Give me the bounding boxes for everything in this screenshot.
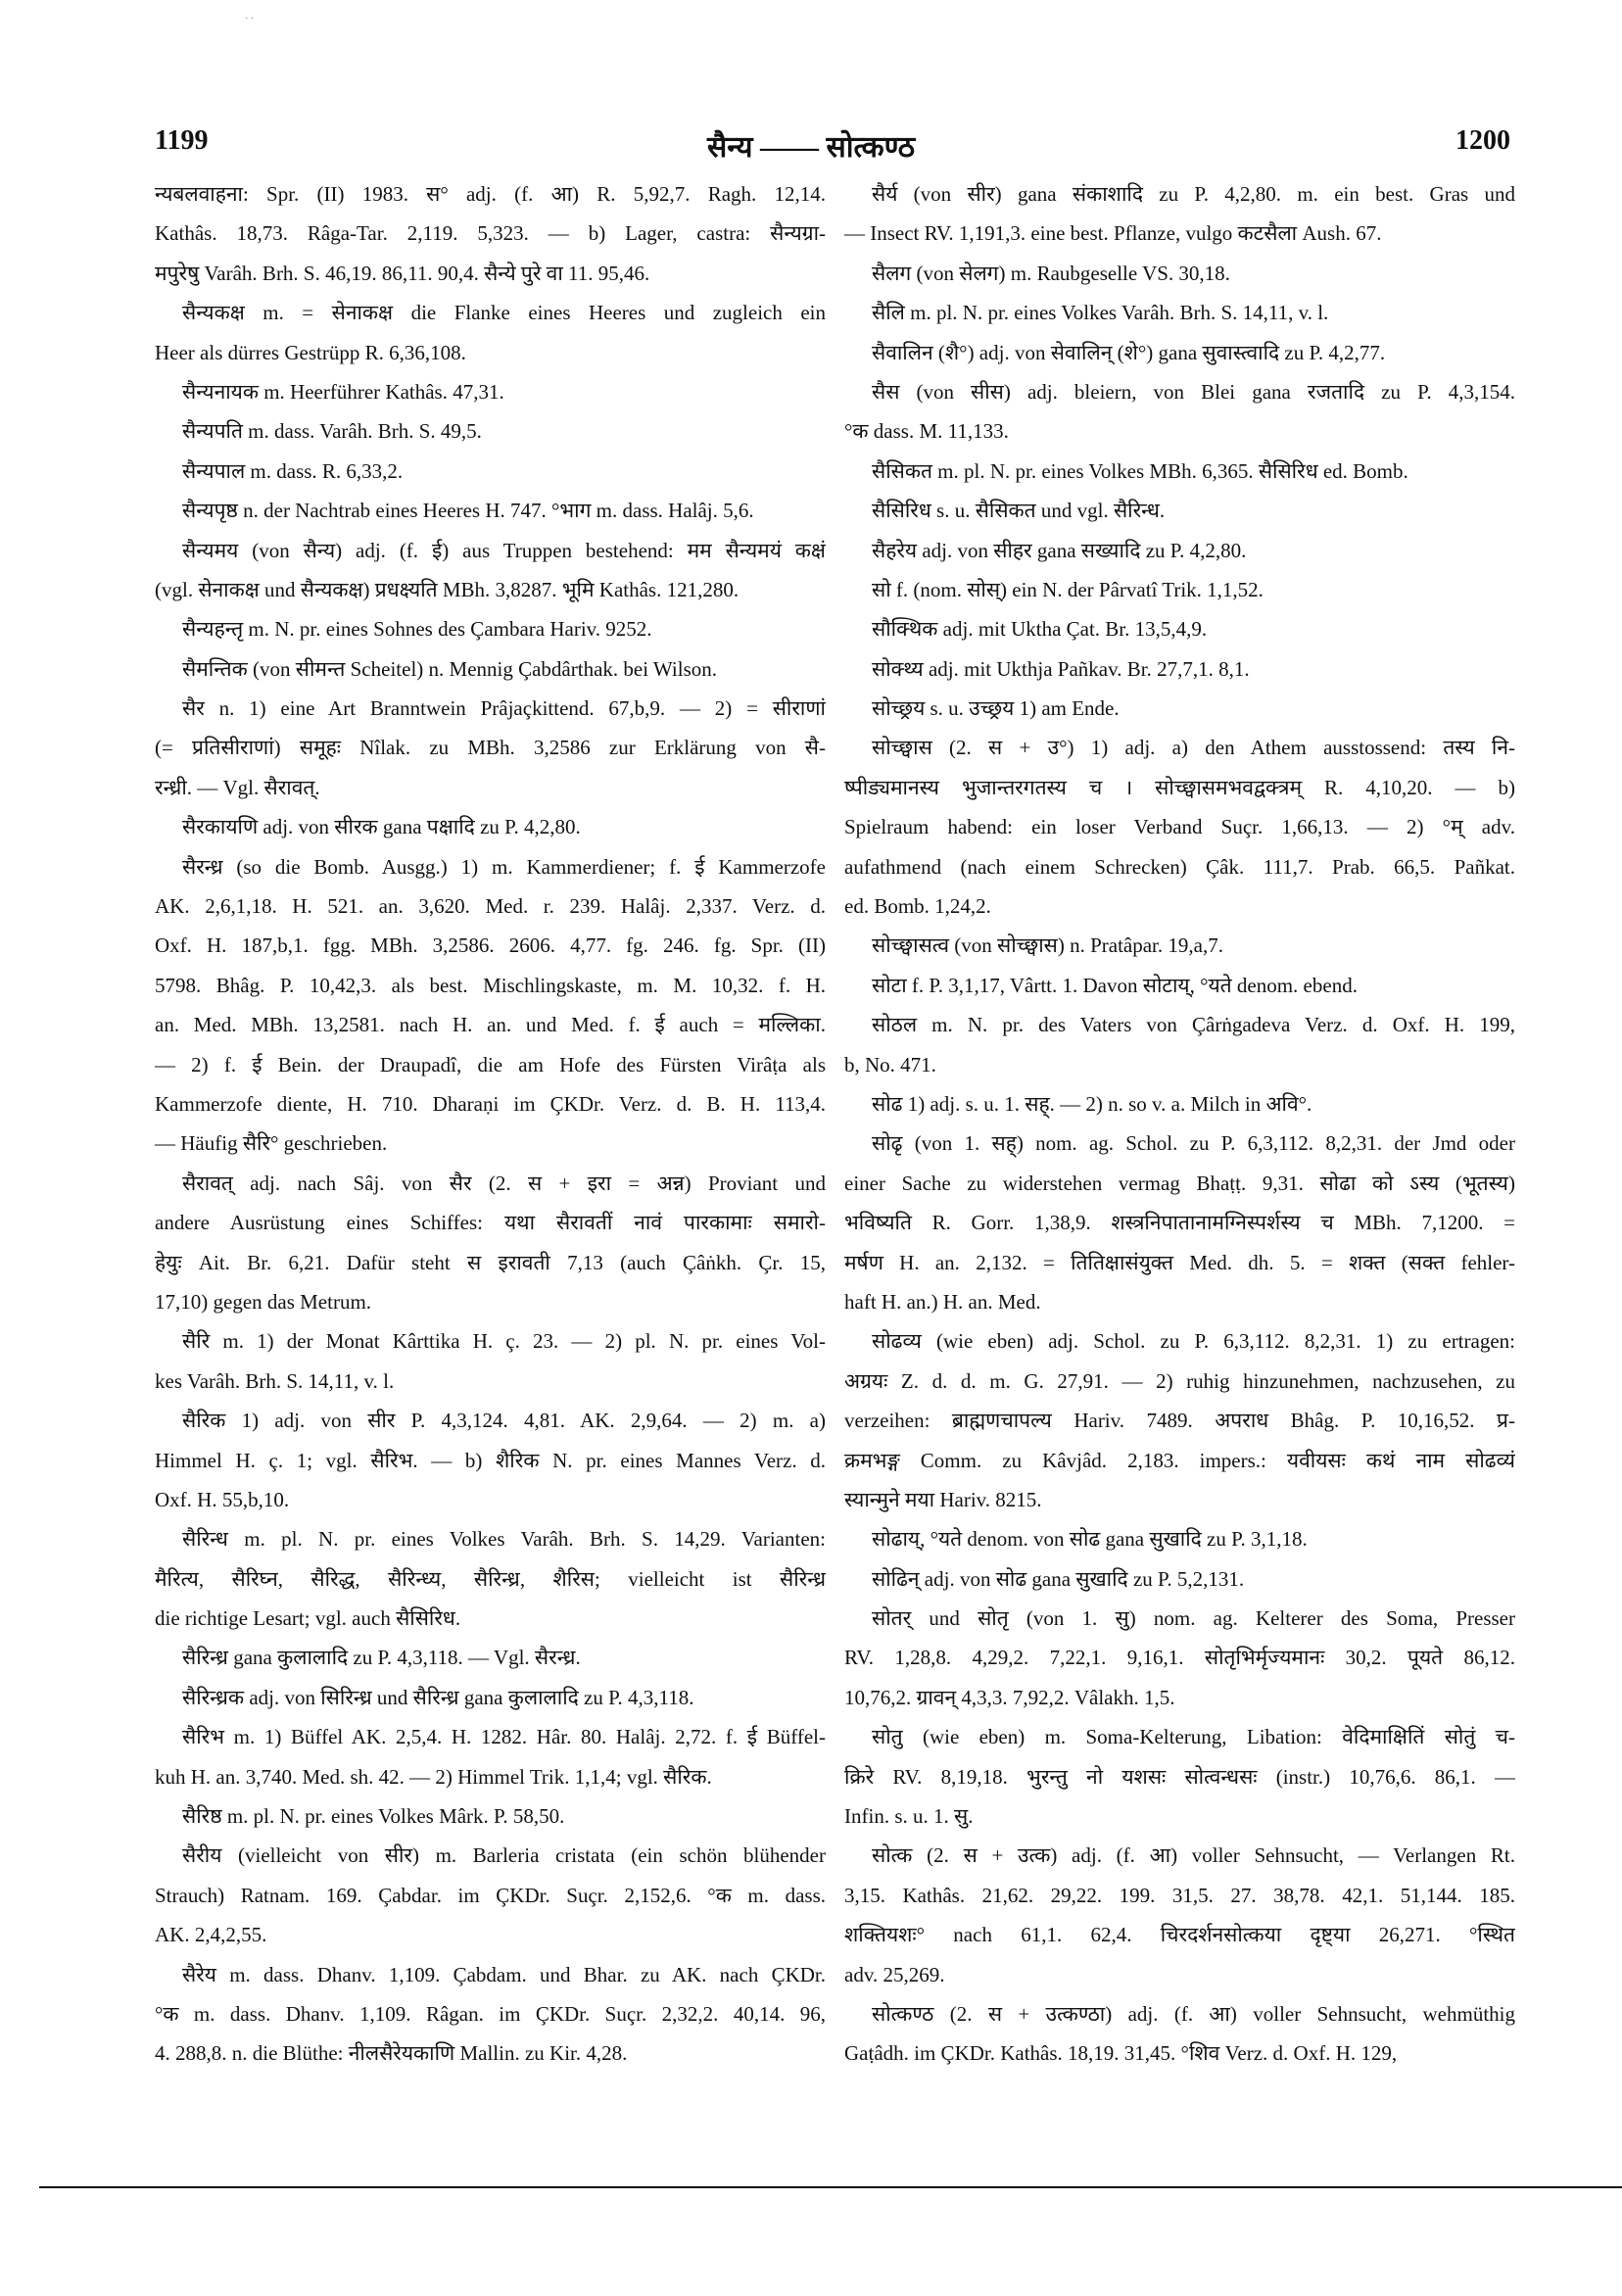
entry-headline: सैन्यपृष्ठ n. der Nachtrab eines Heeres H. 747. °भाग m. dass. Halâj. 5,6. [182, 499, 754, 523]
entry-line: verzeihen: ब्राह्मणचापल्य Hariv. 7489. अपराध Bhâg. P. 10,16,52. प्र- [844, 1409, 1515, 1433]
entry-line: 17,10) gegen das Metrum. [155, 1289, 372, 1314]
entry-headline: सैलग (von सेलग) m. Raubgeselle VS. 30,18. [872, 261, 1230, 285]
entry-headline: सैरिन्ध्रक adj. von सिरिन्ध्र und सैरिन्ध्र gana कुलालादि zu P. 4,3,118. [182, 1685, 694, 1709]
entry-line: Himmel H. ç. 1; vgl. सैरिभ. — b) शैरिक N. pr. eines Mannes Verz. d. [155, 1448, 826, 1472]
entry-line: Gaṭâdh. im ÇKDr. Kathâs. 18,19. 31,45. °शिव Verz. d. Oxf. H. 129, [844, 2041, 1398, 2066]
scan-speck: · · [245, 14, 255, 24]
entry-headline: सैन्यनायक m. Heerführer Kathâs. 47,31. [182, 379, 504, 404]
bottom-rule [39, 2186, 1622, 2188]
entry-headline: सैर n. 1) eine Art Branntwein Prâjaçkittend. 67,b,9. — 2) = सीराणां [182, 696, 826, 721]
entry-line: 3,15. Kathâs. 21,62. 29,22. 199. 31,5. 27. 38,78. 42,1. 51,144. 185. [844, 1883, 1515, 1907]
entry-line: Strauch) Ratnam. 169. Çabdar. im ÇKDr. Suçr. 2,152,6. °क m. dass. [155, 1883, 826, 1907]
entry-line: RV. 1,28,8. 4,29,2. 7,22,1. 9,16,1. सोतृभिर्मृज्यमानः 30,2. पूयते 86,12. [844, 1646, 1515, 1670]
entry-line: मर्षण H. an. 2,132. = तितिक्षासंयुक्त Med. dh. 5. = शक्त (सक्त fehler- [844, 1250, 1515, 1274]
entry-line: Kammerzofe diente, H. 710. Dharaṇi im ÇKDr. Verz. d. B. H. 113,4. [155, 1091, 826, 1116]
entry-headline: सैस (von सीस) adj. bleiern, von Blei gana रजतादि zu P. 4,3,154. [872, 379, 1515, 404]
entry-line: andere Ausrüstung eines Schiffes: यथा सैरावतीं नावं पारकामाः समारो- [155, 1211, 826, 1235]
entry-line: Oxf. H. 187,b,1. fgg. MBh. 3,2586. 2606. 4,77. fg. 246. fg. Spr. (II) [155, 933, 826, 958]
entry-headline: सोठल m. N. pr. des Vaters von Çârṅgadeva Verz. d. Oxf. H. 199, [872, 1013, 1515, 1037]
column-right [844, 174, 1515, 2074]
entry-headline: सैन्यपति m. dass. Varâh. Brh. S. 49,5. [182, 419, 482, 444]
entry-line: adv. 25,269. [844, 1962, 945, 1986]
entry-headline: सैन्यमय (von सैन्य) adj. (f. ई) aus Truppen bestehend: मम सैन्यमयं कक्षं [182, 538, 826, 562]
entry-headline: सैन्यपाल m. dass. R. 6,33,2. [182, 458, 404, 483]
entry-headline: सैरिन्ध m. pl. N. pr. eines Volkes Varâh. Brh. S. 14,29. Varianten: [182, 1527, 826, 1552]
entry-headline: सोच्छ्वास (2. स + उ°) 1) adj. a) den Athem ausstossend: तस्य नि- [872, 736, 1515, 760]
entry-headline: सैरिक 1) adj. von सीर P. 4,3,124. 4,81. AK. 2,9,64. — 2) m. a) [182, 1409, 826, 1433]
entry-headline: सैमन्तिक (von सीमन्त Scheitel) n. Mennig Çabdârthak. bei Wilson. [182, 656, 717, 681]
entry-line: भविष्यति R. Gorr. 1,38,9. शस्त्रनिपातानामग्निस्पर्शस्य च MBh. 7,1200. = [844, 1211, 1515, 1235]
entry-headline: सैरिन्ध्र gana कुलालादि zu P. 4,3,118. — Vgl. सैरन्ध्र. [182, 1646, 581, 1670]
entry-line: 4. 288,8. n. die Blüthe: नीलसैरेयकाणि Mallin. zu Kir. 4,28. [155, 2041, 628, 2066]
entry-headline: सैसिकत m. pl. N. pr. eines Volkes MBh. 6,365. सैसिरिध ed. Bomb. [872, 458, 1408, 483]
entry-headline: सोटा f. P. 3,1,17, Vârtt. 1. Davon सोटाय्, °यते denom. ebend. [872, 973, 1358, 997]
entry-headline: सैरि m. 1) der Monat Kârttika H. ç. 23. — 2) pl. N. pr. eines Vol- [182, 1329, 826, 1354]
entry-headline: सैन्यहन्तृ m. N. pr. eines Sohnes des Çambara Hariv. 9252. [182, 617, 652, 642]
entry-line: Infin. s. u. 1. सु. [844, 1804, 974, 1829]
entry-line: न्यबलवाहना: Spr. (II) 1983. स° adj. (f. आ) R. 5,92,7. Ragh. 12,14. [155, 182, 826, 206]
entry-headline: सैर्य (von सीर) gana संकाशादि zu P. 4,2,80. m. ein best. Gras und [872, 182, 1515, 206]
entry-line: AK. 2,4,2,55. [155, 1923, 267, 1947]
entry-line: Spielraum habend: ein loser Verband Suçr. 1,66,13. — 2) °म् adv. [844, 815, 1515, 839]
entry-headline: सोत्क (2. स + उत्क) adj. (f. आ) voller Sehnsucht, — Verlangen Rt. [872, 1843, 1515, 1868]
entry-headline: सैरीय (vielleicht von सीर) m. Barleria cristata (ein schön blühender [182, 1843, 826, 1868]
entry-headline: सोढव्य (wie eben) adj. Schol. zu P. 6,3,112. 8,2,31. 1) zu ertragen: [872, 1329, 1515, 1354]
entry-headline: सोढिन् adj. von सोढ gana सुखादि zu P. 5,2,131. [872, 1566, 1245, 1591]
entry-line: ed. Bomb. 1,24,2. [844, 894, 991, 919]
entry-line: — Insect RV. 1,191,3. eine best. Pflanze, vulgo कटसैला Aush. 67. [844, 221, 1382, 246]
entry-line: क्रमभङ्ग Comm. zu Kâvjâd. 2,183. impers.: यवीयसः कथं नाम सोढव्यं [844, 1448, 1515, 1472]
entry-headline: सोक्थ्य adj. mit Ukthja Pañkav. Br. 27,7,1. 8,1. [872, 656, 1250, 681]
entry-headline: सोच्छ्रय s. u. उच्छ्रय 1) am Ende. [872, 696, 1120, 721]
entry-line: °क dass. M. 11,133. [844, 419, 1009, 444]
entry-line: हेयुः Ait. Br. 6,21. Dafür steht स इरावती 7,13 (auch Çâṅkh. Çr. 15, [155, 1250, 826, 1274]
entry-line: अग्रयः Z. d. d. m. G. 27,91. — 2) ruhig hinzunehmen, nachzusehen, zu [844, 1368, 1515, 1393]
entry-line: शक्तियशः° nach 61,1. 62,4. चिरदर्शनसोत्कया दृष्ट्या 26,271. °स्थित [844, 1923, 1515, 1947]
entry-line: einer Sache zu widerstehen vermag Bhaṭṭ. 9,31. सोढा को ऽस्य (भूतस्य) [844, 1171, 1515, 1195]
entry-line: an. Med. MBh. 13,2581. nach H. an. und Med. f. ई auch = मल्लिका. [155, 1013, 826, 1037]
entry-line: Heer als dürres Gestrüpp R. 6,36,108. [155, 340, 466, 364]
entry-line: (vgl. सेनाकक्ष und सैन्यकक्ष) प्रधक्ष्यति MBh. 3,8287. भूमि Kathâs. 121,280. [155, 577, 739, 601]
entry-headline: सोढ 1) adj. s. u. 1. सह्. — 2) n. so v. a. Milch in अवि°. [872, 1091, 1312, 1116]
entry-headline: सोच्छ्वासत्व (von सोच्छ्वास) n. Pratâpar. 19,a,7. [872, 933, 1223, 958]
entry-headline: सैरावत् adj. nach Sâj. von सैर (2. स + इरा = अन्न) Proviant und [182, 1171, 826, 1195]
entry-line: aufathmend (nach einem Schrecken) Çâk. 111,7. Prab. 66,5. Pañkat. [844, 854, 1515, 879]
entry-headline: सैरिभ m. 1) Büffel AK. 2,5,4. H. 1282. Hâr. 80. Halâj. 2,72. f. ई Büffel- [182, 1725, 826, 1749]
entry-headline: सैलि m. pl. N. pr. eines Volkes Varâh. Brh. S. 14,11, v. l. [872, 301, 1329, 325]
entry-headline: सैसिरिध s. u. सैसिकत und vgl. सैरिन्ध. [872, 499, 1166, 523]
entry-line: मपुरेषु Varâh. Brh. S. 46,19. 86,11. 90,4. सैन्ये पुरे वा 11. 95,46. [155, 261, 650, 285]
entry-line: kes Varâh. Brh. S. 14,11, v. l. [155, 1368, 395, 1393]
entry-line: ष्पीड्यमानस्य भुजान्तरगतस्य च । सोच्छ्वासमभवद्वक्त्रम् R. 4,10,20. — b) [844, 775, 1515, 799]
entry-line: die richtige Lesart; vgl. auch सैसिरिध. [155, 1606, 461, 1631]
entry-line: 5798. Bhâg. P. 10,42,3. als best. Mischlingskaste, m. M. 10,32. f. H. [155, 973, 826, 997]
page-number-left: 1199 [155, 125, 209, 156]
entry-line: स्यान्मुने मया Hariv. 8215. [844, 1487, 1042, 1511]
entry-headline: सो f. (nom. सोस्) ein N. der Pârvatî Trik. 1,1,52. [872, 577, 1264, 601]
entry-line: b, No. 471. [844, 1052, 936, 1076]
entry-headline: सैरेय m. dass. Dhanv. 1,109. Çabdam. und Bhar. zu AK. nach ÇKDr. [182, 1962, 826, 1986]
entry-line: (= प्रतिसीराणां) समूहः Nîlak. zu MBh. 3,2586 zur Erklärung von सै- [155, 736, 826, 760]
running-head: सैन्य —— सोत्कण्ठ [706, 131, 916, 164]
entry-line: Kathâs. 18,73. Râga-Tar. 2,119. 5,323. — b) Lager, castra: सैन्यग्रा- [155, 221, 826, 246]
entry-headline: सोत्कण्ठ (2. स + उत्कण्ठा) adj. (f. आ) voller Sehnsucht, wehmüthig [872, 2001, 1515, 2026]
entry-line: AK. 2,6,1,18. H. 521. an. 3,620. Med. r. 239. Halâj. 2,337. Verz. d. [155, 894, 826, 919]
entry-line: मैरित्य, सैरिघ्न, सैरिद्ध, सैरिन्ध्य, सैरिन्ध्र, शैरिस; vielleicht ist सैरिन्ध्र [155, 1566, 826, 1591]
page-number-right: 1200 [1455, 125, 1510, 156]
entry-line: रन्ध्री. — Vgl. सैरावत्. [155, 775, 320, 799]
entry-headline: सैरिष्ठ m. pl. N. pr. eines Volkes Mârk. P. 58,50. [182, 1804, 565, 1829]
entry-headline: सोतर् und सोतृ (von 1. सु) nom. ag. Kelterer des Soma, Presser [872, 1606, 1515, 1631]
entry-headline: सोढृ (von 1. सह्) nom. ag. Schol. zu P. 6,3,112. 8,2,31. der Jmd oder [872, 1131, 1515, 1156]
entry-line: °क m. dass. Dhanv. 1,109. Râgan. im ÇKDr. Suçr. 2,32,2. 40,14. 96, [155, 2001, 826, 2026]
column-left [155, 174, 826, 2074]
entry-line: 10,76,2. ग्रावन् 4,3,3. 7,92,2. Vâlakh. 1,5. [844, 1685, 1175, 1709]
entry-headline: सैरकायणि adj. von सीरक gana पक्षादि zu P. 4,2,80. [182, 815, 581, 839]
entry-headline: सौक्थिक adj. mit Uktha Çat. Br. 13,5,4,9. [872, 617, 1208, 642]
entry-line: haft H. an.) H. an. Med. [844, 1289, 1041, 1314]
entry-line: — 2) f. ई Bein. der Draupadî, die am Hofe des Fürsten Virâṭa als [155, 1052, 826, 1076]
entry-headline: सैन्यकक्ष m. = सेनाकक्ष die Flanke eines Heeres und zugleich ein [182, 301, 826, 325]
entry-headline: सैरन्ध्र (so die Bomb. Ausgg.) 1) m. Kammerdiener; f. ई Kammerzofe [182, 854, 826, 879]
entry-line: kuh H. an. 3,740. Med. sh. 42. — 2) Himmel Trik. 1,1,4; vgl. सैरिक. [155, 1764, 712, 1789]
entry-headline: सोढाय्, °यते denom. von सोढ gana सुखादि zu P. 3,1,18. [872, 1527, 1308, 1552]
entry-line: — Häufig सैरि° geschrieben. [155, 1131, 388, 1156]
entry-line: Oxf. H. 55,b,10. [155, 1487, 290, 1511]
entry-line: क्रिरे RV. 8,19,18. भुरन्तु नो यशसः सोत्वन्धसः (instr.) 10,76,6. 86,1. — [844, 1764, 1515, 1789]
entry-headline: सैवालिन (शै°) adj. von सेवालिन् (शे°) gana सुवास्त्वादि zu P. 4,2,77. [872, 340, 1386, 364]
entry-headline: सैहरेय adj. von सीहर gana सख्यादि zu P. 4,2,80. [872, 538, 1247, 562]
entry-headline: सोतु (wie eben) m. Soma-Kelterung, Libation: वेदिमाक्षितिं सोतुं च- [872, 1725, 1515, 1749]
